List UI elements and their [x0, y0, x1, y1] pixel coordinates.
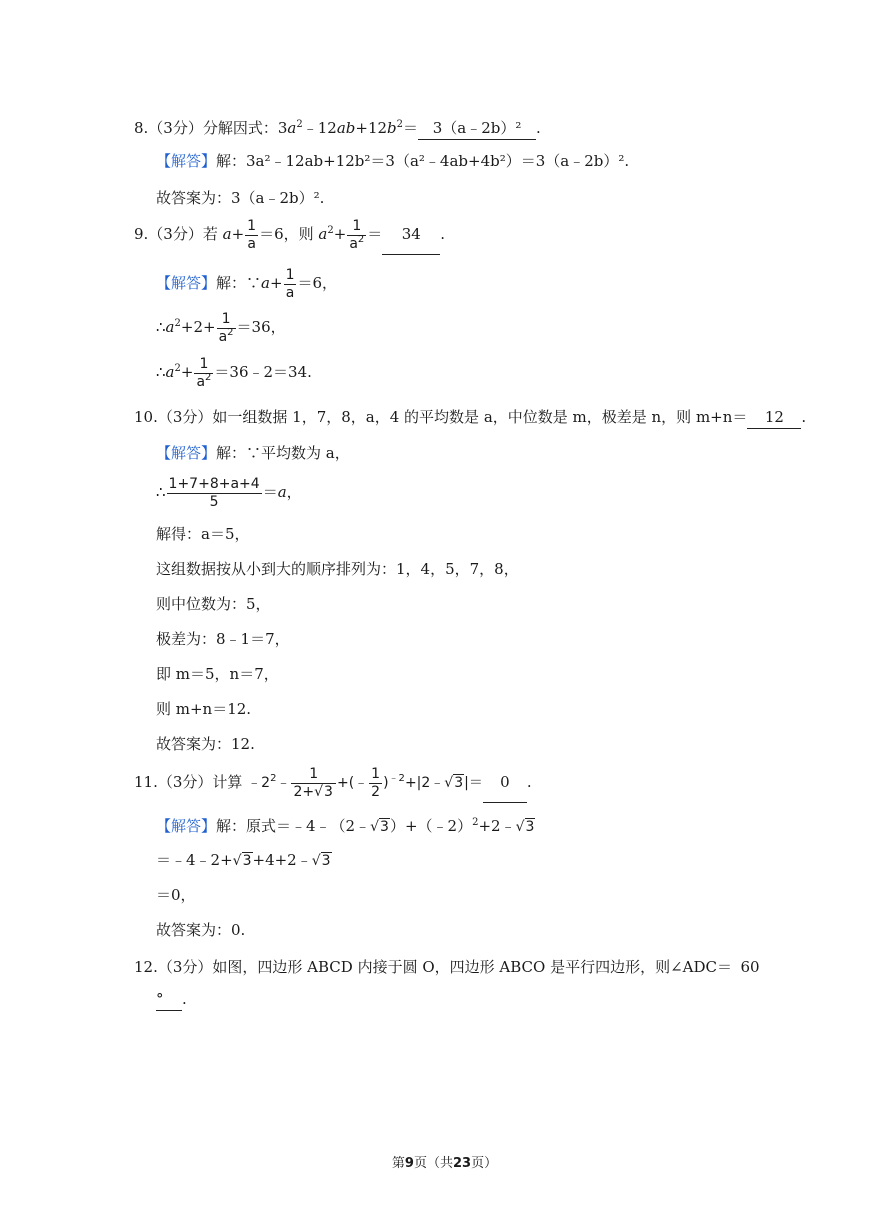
q8-line: 8.（3分）分解因式：$3a^2﹣12ab+12b^2=$ 3（a﹣2b）² .: [134, 117, 541, 140]
current-page-number: 9: [404, 1156, 414, 1171]
q11-solution-tag: 【解答】: [156, 817, 217, 835]
q9-sol-fraction-1: $\frac{1}{a}$: [285, 266, 295, 301]
q10-step-1: 解得：a＝5，: [156, 525, 250, 543]
q8-expression: $3a^2﹣12ab+12b^2=$: [277, 119, 419, 137]
q10-step-2: 这组数据按从小到大的顺序排列为：1，4，5，7，8，: [156, 560, 519, 578]
q9-sol-fraction-2: $\frac{1}{a^2}$: [218, 310, 234, 345]
q11-solution: 【解答】解：原式＝﹣4﹣（2﹣√3）+（﹣2）$^2$+2﹣√3: [156, 817, 535, 835]
q11-conclusion: 故答案为：0.: [156, 921, 246, 939]
q10-line: 10.（3分）如一组数据 1，7，8，a，4 的平均数是 a，中位数是 m，极差是 n，则 m+n＝ 12 .: [134, 406, 806, 429]
q10-step-6: 则 m+n＝12.: [156, 700, 252, 718]
q10-step-3: 则中位数为：5，: [156, 595, 271, 613]
q9-solution-line-2: $\therefore a^2+2+$ $\frac{1}{a^2}$ ＝36，: [156, 310, 286, 345]
q9-fraction-1-over-a2: $\frac{1}{a^2}$: [349, 217, 365, 252]
q9-answer-blank: 34: [382, 214, 440, 255]
q9-line: 9.（3分）若 a+ $\frac{1}{a}$ ＝6，则 $a^2+$ $\frac{1}{a^2}$ ＝ 34 .: [134, 214, 445, 255]
q12-text: 12.（3分）如图，四边形 ABCD 内接于圆 O，四边形 ABCO 是平行四边形，则∠ADC＝: [134, 958, 732, 976]
q9-head: 9.（3分）若: [134, 225, 218, 243]
q11-head: 11.（3分）计算: [134, 773, 243, 791]
q8-head: 8.（3分）分解因式：: [134, 119, 278, 137]
q9-solution-tag: 【解答】: [156, 274, 217, 292]
q8-solution-tag: 【解答】: [156, 152, 217, 170]
q12-line: [134, 956, 768, 978]
q8-answer-blank: 3（a﹣2b）²: [418, 117, 536, 140]
q8-conclusion: 故答案为：3（a﹣2b）².: [156, 189, 325, 207]
q10-answer-blank: 12: [747, 406, 801, 429]
q9-fraction-1-over-a: $\frac{1}{a}$: [247, 217, 257, 252]
q8-solution: [156, 150, 629, 172]
q11-line: 11.（3分）计算 $﹣2^2﹣$ $\frac{1}{2+√3}$ +(﹣ $\frac{1}{2}$ )$^{﹣2}$+|2﹣√3|＝ 0 .: [134, 762, 532, 803]
q9-solution-line-3: $\therefore a^2+$ $\frac{1}{a^2}$ ＝36﹣2＝34.: [156, 355, 312, 390]
q10-solution-tag: 【解答】: [156, 444, 217, 462]
q9-sol-fraction-3: $\frac{1}{a^2}$: [196, 355, 212, 390]
q11-step-2: ＝﹣4﹣2+√3+4+2﹣√3: [156, 851, 331, 869]
q10-conclusion: 故答案为：12.: [156, 735, 255, 753]
q10-head: 10.（3分）如一组数据 1，7，8，a，4 的平均数是 a，中位数是 m，极差是 n，则 m+n＝: [134, 408, 748, 426]
page-footer: 第9页（共23页）: [391, 1156, 498, 1171]
q8-solution-body: 解：3a²﹣12ab+12b²＝3（a²﹣4ab+4b²）＝3（a﹣2b）².: [216, 152, 630, 170]
q11-step-3: ＝0，: [156, 886, 196, 904]
q12-degree: °: [156, 988, 182, 1011]
q9-solution-line-1: 【解答】解：∵a+ $\frac{1}{a}$ ＝6，: [156, 266, 338, 301]
q12-answer: 60: [740, 958, 760, 976]
q12-answer-continuation: ° .: [156, 988, 187, 1011]
q10-solution-intro: 【解答】解：∵平均数为 a，: [156, 444, 350, 462]
q10-mean-equation: ∴ $\frac{1+7+8+a+4}{5}$ ＝a，: [156, 475, 302, 510]
q11-expression: $﹣2^2﹣$ $\frac{1}{2+√3}$ +(﹣ $\frac{1}{2}$ )$^{﹣2}$+|2﹣√3|＝: [247, 765, 483, 800]
total-page-count: 23: [452, 1156, 472, 1171]
q11-answer-blank: 0: [483, 762, 527, 803]
q10-step-4: 极差为：8﹣1＝7，: [156, 630, 290, 648]
q10-fraction: $\frac{1+7+8+a+4}{5}$: [168, 475, 260, 510]
q10-step-5: 即 m＝5，n＝7，: [156, 665, 279, 683]
